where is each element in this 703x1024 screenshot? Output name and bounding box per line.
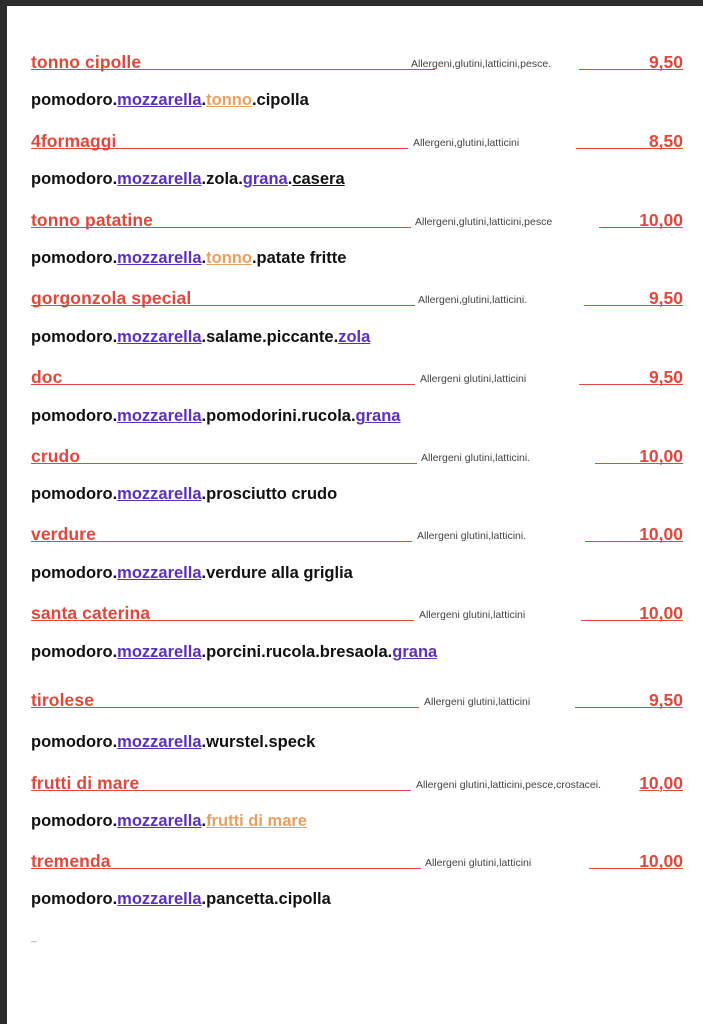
- ingredient-segment: pomodoro.: [31, 328, 118, 346]
- ingredient-segment: pomodoro.: [31, 890, 118, 908]
- menu-item-header: [31, 286, 683, 310]
- allergen-info: Allergeni glutini,latticini: [425, 857, 532, 869]
- allergen-info: Allergeni glutini,latticini: [419, 609, 526, 621]
- ingredient-segment: pomodoro.: [31, 249, 118, 267]
- ingredient-segment: .: [201, 812, 207, 830]
- menu-item-header: [31, 688, 683, 712]
- leader-line: [31, 707, 419, 708]
- pizza-name: 4formaggi: [31, 131, 117, 151]
- pizza-price: 10,00: [639, 603, 683, 623]
- ingredient-segment: mozzarella: [117, 485, 202, 503]
- menu-item-header: [31, 129, 683, 153]
- ingredients-line: [31, 641, 437, 663]
- leader-line: [31, 868, 421, 869]
- allergen-info: Allergeni glutini,latticini: [424, 696, 531, 708]
- pizza-price: 9,50: [648, 288, 683, 308]
- menu-item-header: [31, 849, 683, 873]
- menu-item-header: [31, 50, 683, 74]
- pizza-price: 9,50: [648, 367, 683, 387]
- leader-line: [31, 620, 414, 621]
- leader-line: [31, 463, 417, 464]
- pizza-price: 9,50: [648, 52, 683, 72]
- pizza-price: 10,00: [639, 210, 683, 230]
- ingredients-line: [31, 405, 400, 427]
- allergen-info: Allergeni,glutini,latticini.: [418, 294, 528, 306]
- ingredient-segment: mozzarella: [117, 170, 202, 188]
- ingredient-segment: mozzarella: [117, 91, 202, 109]
- ingredient-segment: pomodoro.: [31, 407, 118, 425]
- pizza-price: 10,00: [639, 773, 683, 793]
- ingredient-segment: casera: [292, 170, 345, 188]
- ingredient-segment: pomodoro.: [31, 485, 118, 503]
- leader-line: [31, 148, 408, 149]
- leader-line: [31, 541, 412, 542]
- ingredient-segment: pomodoro.: [31, 564, 118, 582]
- pizza-price: 10,00: [639, 524, 683, 544]
- ingredients-line: [31, 483, 337, 505]
- pizza-name: doc: [31, 367, 63, 387]
- ingredient-segment: .: [287, 170, 293, 188]
- allergen-info: Allergeni,glutini,latticini: [413, 137, 520, 149]
- pizza-price: 9,50: [648, 690, 683, 710]
- ingredient-segment: mozzarella: [117, 890, 202, 908]
- ingredient-segment: tonno: [206, 91, 252, 109]
- ingredient-segment: .salame.piccante.: [201, 328, 339, 346]
- menu-item-header: [31, 771, 683, 795]
- ingredient-segment: mozzarella: [117, 564, 202, 582]
- ingredient-segment: .verdure alla griglia: [201, 564, 353, 582]
- leader-line: [31, 69, 435, 70]
- pizza-name: frutti di mare: [31, 773, 140, 793]
- ingredient-segment: .cipolla: [251, 91, 309, 109]
- menu-item-header: [31, 522, 683, 546]
- pizza-price: 10,00: [639, 446, 683, 466]
- ingredient-segment: frutti di mare: [206, 812, 307, 830]
- ingredients-line: [31, 562, 353, 584]
- ingredients-line: [31, 168, 345, 190]
- ingredients-line: [31, 247, 346, 269]
- ingredient-segment: pomodoro.: [31, 91, 118, 109]
- pizza-name: tirolese: [31, 690, 95, 710]
- pizza-price: 10,00: [639, 851, 683, 871]
- pizza-name: santa caterina: [31, 603, 151, 623]
- ingredient-segment: pomodoro.: [31, 643, 118, 661]
- ingredient-segment: .prosciutto crudo: [201, 485, 338, 503]
- pizza-price: 8,50: [648, 131, 683, 151]
- ingredient-segment: grana: [392, 643, 438, 661]
- ingredient-segment: .zola.: [201, 170, 243, 188]
- menu-item-header: [31, 208, 683, 232]
- allergen-info: Allergeni glutini,latticini.: [421, 452, 531, 464]
- pizza-name: crudo: [31, 446, 81, 466]
- ingredients-line: [31, 731, 315, 753]
- allergen-info: Allergeni glutini,latticini.: [417, 530, 527, 542]
- ingredients-line: [31, 89, 309, 111]
- ingredient-segment: zola: [338, 328, 371, 346]
- pizza-name: gorgonzola special: [31, 288, 192, 308]
- ingredient-segment: mozzarella: [117, 407, 202, 425]
- menu-item-header: [31, 444, 683, 468]
- pizza-name: tonno patatine: [31, 210, 153, 230]
- allergen-info: Allergeni,glutini,latticini,pesce.: [411, 58, 552, 70]
- ingredient-segment: mozzarella: [117, 812, 202, 830]
- ingredient-segment: mozzarella: [117, 733, 202, 751]
- ingredient-segment: mozzarella: [117, 249, 202, 267]
- allergen-info: Allergeni,glutini,latticini,pesce: [415, 216, 553, 228]
- ingredient-segment: mozzarella: [117, 643, 202, 661]
- footer-mark: _: [31, 932, 37, 943]
- menu-item-header: [31, 365, 683, 389]
- pizza-name: tonno cipolle: [31, 52, 142, 72]
- ingredient-segment: pomodoro.: [31, 170, 118, 188]
- ingredient-segment: .patate fritte: [251, 249, 347, 267]
- ingredient-segment: grana: [355, 407, 401, 425]
- ingredients-line: [31, 326, 370, 348]
- ingredient-segment: .wurstel.speck: [201, 733, 316, 751]
- pizza-name: verdure: [31, 524, 96, 544]
- leader-line: [31, 305, 415, 306]
- ingredients-line: [31, 810, 307, 832]
- ingredient-segment: pomodoro.: [31, 812, 118, 830]
- leader-line: [31, 227, 411, 228]
- ingredient-segment: .porcini.rucola.bresaola.: [201, 643, 393, 661]
- ingredient-segment: tonno: [206, 249, 252, 267]
- allergen-info: Allergeni glutini,latticini: [420, 373, 527, 385]
- leader-line: [31, 790, 411, 791]
- menu-item-header: [31, 601, 683, 625]
- ingredient-segment: .: [201, 91, 207, 109]
- ingredient-segment: grana: [242, 170, 288, 188]
- ingredient-segment: .pomodorini.rucola.: [201, 407, 356, 425]
- ingredient-segment: .pancetta.cipolla: [201, 890, 331, 908]
- ingredient-segment: pomodoro.: [31, 733, 118, 751]
- ingredient-segment: .: [201, 249, 207, 267]
- ingredients-line: [31, 888, 331, 910]
- allergen-info: Allergeni glutini,latticini,pesce,crostacei.: [416, 779, 602, 791]
- ingredient-segment: mozzarella: [117, 328, 202, 346]
- pizza-name: tremenda: [31, 851, 111, 871]
- leader-line: [31, 384, 415, 385]
